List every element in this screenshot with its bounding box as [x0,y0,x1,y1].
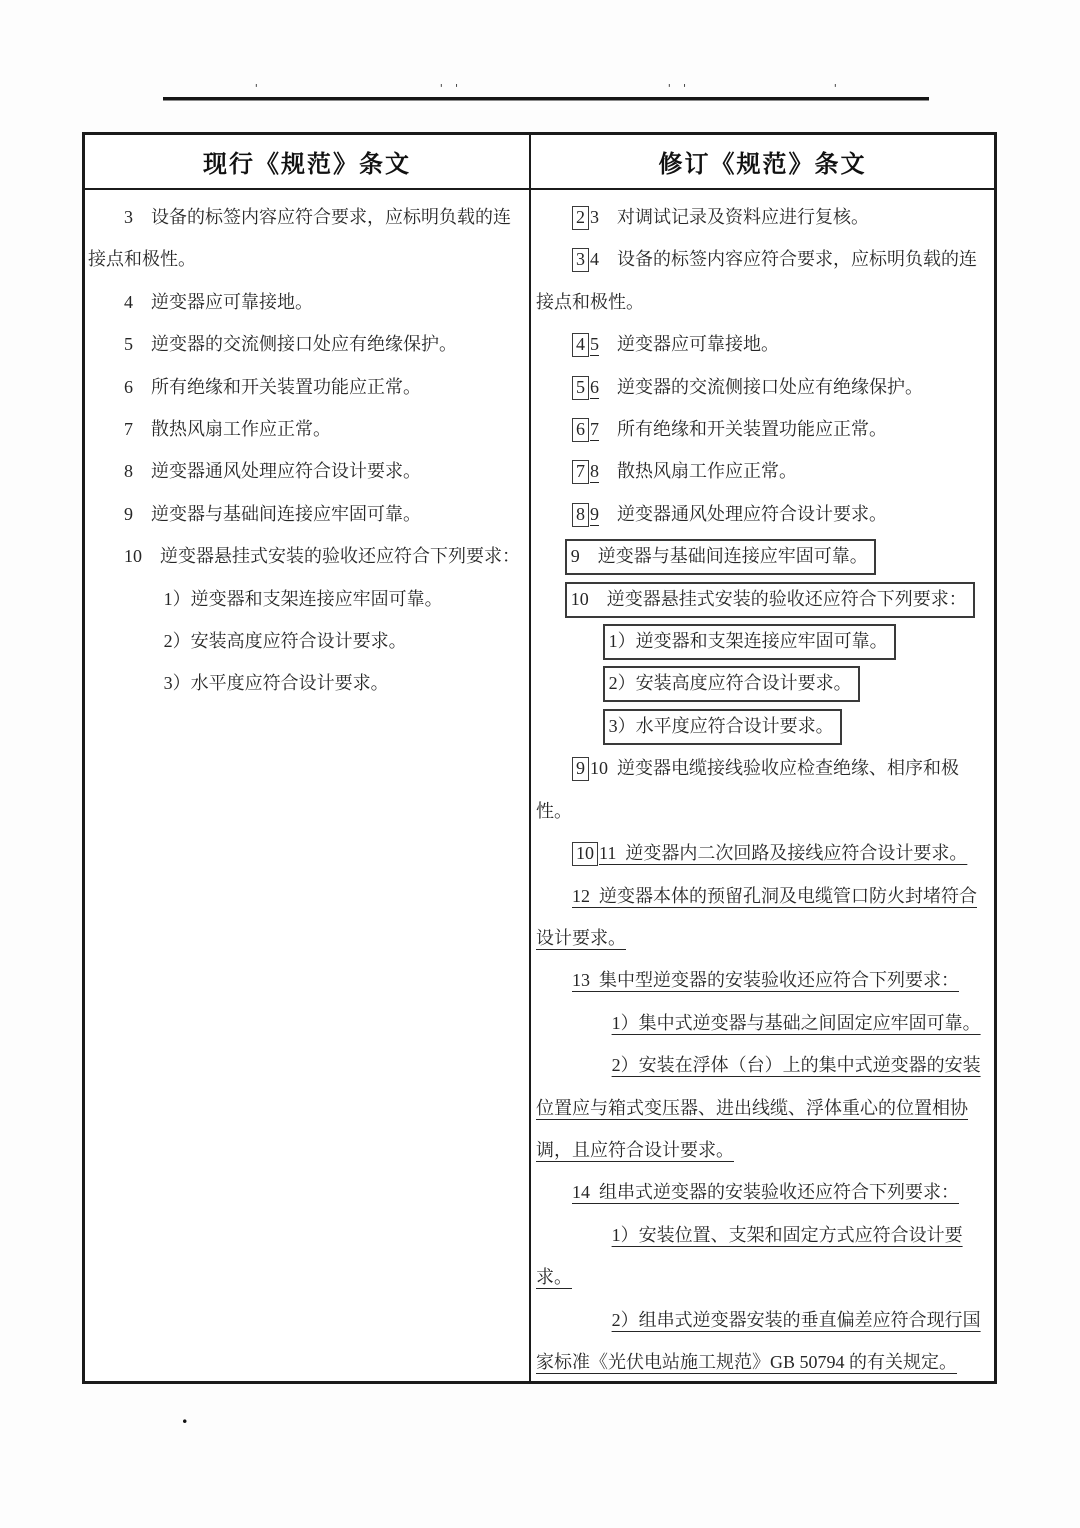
provision-paragraph [536,578,992,620]
provision-paragraph [536,1299,992,1381]
scan-artifact-mark: ' ' [438,82,461,95]
provision-text: 1）逆变器和支架连接应牢固可靠。 [163,588,443,609]
inserted-text: 1）集中式逆变器与基础之间固定应牢固可靠。 [611,1012,981,1033]
provision-text: 5 逆变器的交流侧接口处应有绝缘保护。 [124,334,457,355]
provision-paragraph [536,238,992,323]
provision-text: 9 逆变器与基础间连接应牢固可靠。 [124,503,421,524]
provision-paragraph [536,1214,992,1299]
provision-paragraph [88,493,523,535]
provision-paragraph [88,535,523,577]
deleted-number: 5 [572,376,589,400]
provision-paragraph [536,196,992,238]
provision-paragraph [88,450,523,492]
provision-text: 3）水平度应符合设计要求。 [163,673,389,694]
provision-paragraph [536,832,992,874]
provision-paragraph [536,1002,992,1044]
provision-text: 逆变器应可靠接地。 [599,334,779,355]
inserted-text: 14 组串式逆变器的安装验收还应符合下列要求： [572,1182,959,1203]
provision-paragraph [88,408,523,450]
inserted-text: 11 逆变器内二次回路及接线应符合设计要求。 [599,843,968,864]
inserted-text: 6 [590,376,599,397]
deleted-provision-box [603,709,842,745]
provision-paragraph [88,620,523,662]
provision-paragraph [536,1171,992,1213]
current-column-header [85,135,531,190]
provision-text: 7 散热风扇工作应正常。 [124,419,331,440]
provision-text: 3 设备的标签内容应符合要求，应标明负载的连接点和极性。 [88,207,511,270]
scan-artifact-mark: ' [253,82,261,95]
current-column-title: 现行《规范》条文 [203,152,411,178]
provision-paragraph [536,875,992,960]
provision-paragraph [536,493,992,535]
provision-text: 10 逆变器悬挂式安装的验收还应符合下列要求： [124,546,520,567]
deleted-number: 4 [572,333,589,357]
provision-text: 所有绝缘和开关装置功能应正常。 [599,419,887,440]
deleted-number: 8 [572,503,589,527]
deleted-number: 7 [572,460,589,484]
deleted-provision-box [603,666,860,702]
provision-text: 10 逆变器电缆接线验收应检查绝缘、相序和极性。 [536,758,959,821]
provision-text: 6 所有绝缘和开关装置功能应正常。 [124,376,421,397]
provision-paragraph [536,323,992,365]
provision-paragraph [88,281,523,323]
provision-paragraph [536,408,992,450]
deleted-provision-box [603,624,896,660]
provision-text: 10 逆变器悬挂式安装的验收还应符合下列要求： [570,588,967,609]
revision-comparison-table [82,132,997,1384]
provision-paragraph [88,196,523,281]
deleted-number: 6 [572,418,589,442]
provision-text: 散热风扇工作应正常。 [599,461,797,482]
revised-column-body [531,190,994,1381]
provision-text: 1）逆变器和支架连接应牢固可靠。 [608,631,888,652]
provision-paragraph [536,662,992,704]
inserted-text: 9 [590,503,599,524]
inserted-text: 5 [590,334,599,355]
deleted-number: 10 [572,842,598,866]
provision-paragraph [88,366,523,408]
provision-text: 逆变器通风处理应符合设计要求。 [599,503,887,524]
provision-paragraph [536,1044,992,1171]
inserted-text: 7 [590,419,599,440]
deleted-number: 3 [572,248,589,272]
scan-artifact-mark: ' [832,82,840,95]
deleted-provision-box [565,582,975,618]
inserted-text: 13 集中型逆变器的安装验收还应符合下列要求： [572,970,959,991]
provision-paragraph [536,959,992,1001]
provision-paragraph [536,747,992,832]
provision-paragraph [88,662,523,704]
provision-paragraph [536,366,992,408]
scan-artifact-mark: ' ' [666,82,689,95]
inserted-text: 1）安装位置、支架和固定方式应符合设计要求。 [536,1224,963,1288]
revised-column-title: 修订《规范》条文 [658,152,867,178]
deleted-number: 9 [572,757,589,781]
inserted-text: 2）安装在浮体（台）上的集中式逆变器的安装位置应与箱式变压器、进出线缆、浮体重心的位置相协调，且应符合设计要求。 [536,1055,981,1160]
provision-text: 4 设备的标签内容应符合要求，应标明负载的连接点和极性。 [536,249,977,312]
header-rule [163,97,929,101]
provision-text: 8 逆变器通风处理应符合设计要求。 [124,461,421,482]
deleted-number: 2 [572,206,589,230]
provision-text: 2）安装高度应符合设计要求。 [608,673,852,694]
provision-paragraph [536,450,992,492]
revised-column-header [531,135,994,190]
provision-paragraph [88,578,523,620]
provision-text: 3）水平度应符合设计要求。 [608,715,834,736]
provision-paragraph [536,705,992,747]
footer-dot: . [182,1403,188,1428]
provision-paragraph [536,535,992,577]
provision-paragraph [536,620,992,662]
provision-text: 2）安装高度应符合设计要求。 [163,631,407,652]
provision-text: 4 逆变器应可靠接地。 [124,291,313,312]
inserted-text: 8 [590,461,599,482]
inserted-text: 12 逆变器本体的预留孔洞及电缆管口防火封堵符合设计要求。 [536,885,977,948]
deleted-provision-box [565,539,876,575]
provision-paragraph [88,323,523,365]
provision-text: 3 对调试记录及资料应进行复核。 [590,207,869,227]
provision-text: 9 逆变器与基础间连接应牢固可靠。 [570,546,868,567]
current-column-body [85,190,531,1381]
provision-text: 逆变器的交流侧接口处应有绝缘保护。 [599,376,923,397]
inserted-text: 2）组串式逆变器安装的垂直偏差应符合现行国家标准《光伏电站施工规范》GB 50794 的有关规定。 [536,1309,981,1372]
